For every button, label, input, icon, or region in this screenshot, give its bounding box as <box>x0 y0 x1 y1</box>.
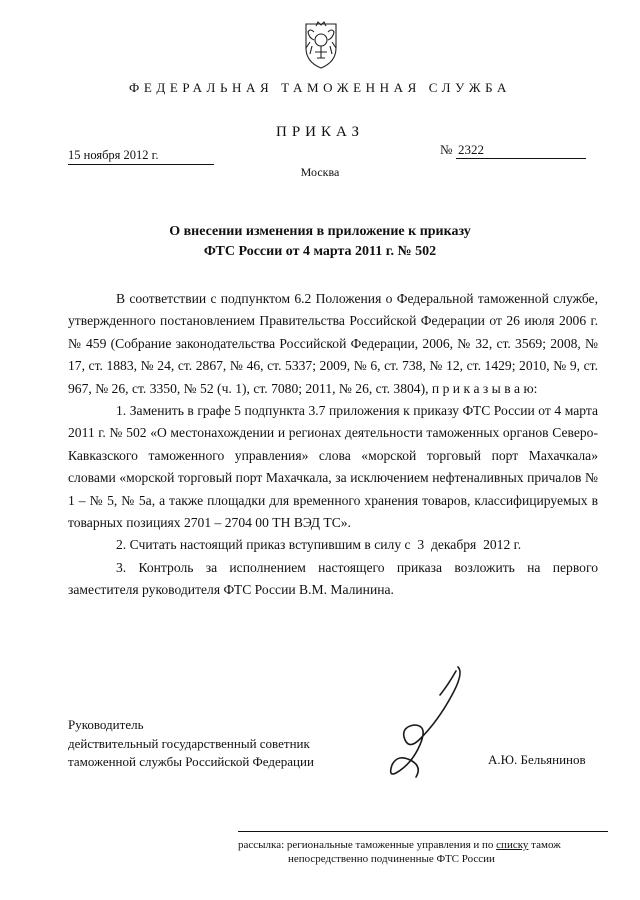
signatory-name: А.Ю. Бельянинов <box>488 752 586 767</box>
signatory-line-2: действительный государственный советник <box>68 735 310 751</box>
order-date: 15 ноября 2012 г. <box>68 148 214 165</box>
distribution-underlined: списку <box>496 839 529 851</box>
item-3-paragraph: 3. Контроль за исполнением настоящего приказа возложить на первого заместителя руководителя ФТС России В.М. Малинина. <box>68 559 598 598</box>
coat-of-arms-emblem <box>298 18 344 70</box>
handwritten-signature <box>360 665 480 785</box>
distribution-line-1 <box>238 838 610 852</box>
document-type: ПРИКАЗ <box>276 124 364 140</box>
distribution-line-2: непосредственно подчиненные ФТС России <box>288 853 495 865</box>
signatory-line-3: таможенной службы Российской Федерации <box>68 754 314 769</box>
distribution-rule <box>238 831 608 832</box>
city: Москва <box>300 165 340 179</box>
item-1-paragraph: 1. Заменить в графе 5 подпункта 3.7 приложения к приказу ФТС России от 4 марта 2011 г. № 502 «О местонахождении и регионах деятельности таможенных органов Северо-Кавказского таможенного управления» слова «морской торговый порт Махачкала» словами «морской торговый порт Махачкала, за исключением нефтеналивных причалов № 1 – № 5, № 5а, а также площадки для временного хранения товаров, классифицируемых в товарных позициях 2701 – 2704 00 ТН ВЭД ТС». <box>68 403 598 531</box>
order-number <box>440 142 590 159</box>
signatory-title <box>68 716 314 772</box>
number-value: 2322 <box>456 142 586 159</box>
title-line-2: ФТС России от 4 марта 2011 г. № 502 <box>203 244 437 259</box>
distribution-label: рассылка: <box>238 839 285 851</box>
number-sign: № <box>440 142 453 157</box>
preamble-paragraph: В соответствии с подпунктом 6.2 Положения о Федеральной таможенной службе, утвержденного постановлением Правительства Российской Федерации от 26 июля 2006 г. № 459 (Собрание законодательства Российской Федерации, 2006, № 32, ст. 3569; 2008, № 17, ст. 1883, № 24, ст. 2867, № 46, ст. 5337; 2009, № 6, ст. 738, № 12, ст. 1429; 2010, № 9, ст. 967, № 26, ст. 3350, № 52 (ч. 1), ст. 7080; 2011, № 26, ст. 3804), п р и к а з ы в а ю: <box>68 291 598 396</box>
order-body <box>68 288 598 602</box>
agency-name: ФЕДЕРАЛЬНАЯ ТАМОЖЕННАЯ СЛУЖБА <box>128 80 512 95</box>
item-2-paragraph: 2. Считать настоящий приказ вступившим в силу с 3 декабря 2012 г. <box>116 537 522 553</box>
order-title <box>60 222 580 262</box>
title-line-1: О внесении изменения в приложение к приказу <box>169 224 471 239</box>
distribution-text-2: тамож <box>528 839 561 851</box>
signatory-line-1: Руководитель <box>68 717 144 732</box>
distribution-list <box>238 838 610 866</box>
distribution-text-1: региональные таможенные управления и по <box>284 839 497 851</box>
